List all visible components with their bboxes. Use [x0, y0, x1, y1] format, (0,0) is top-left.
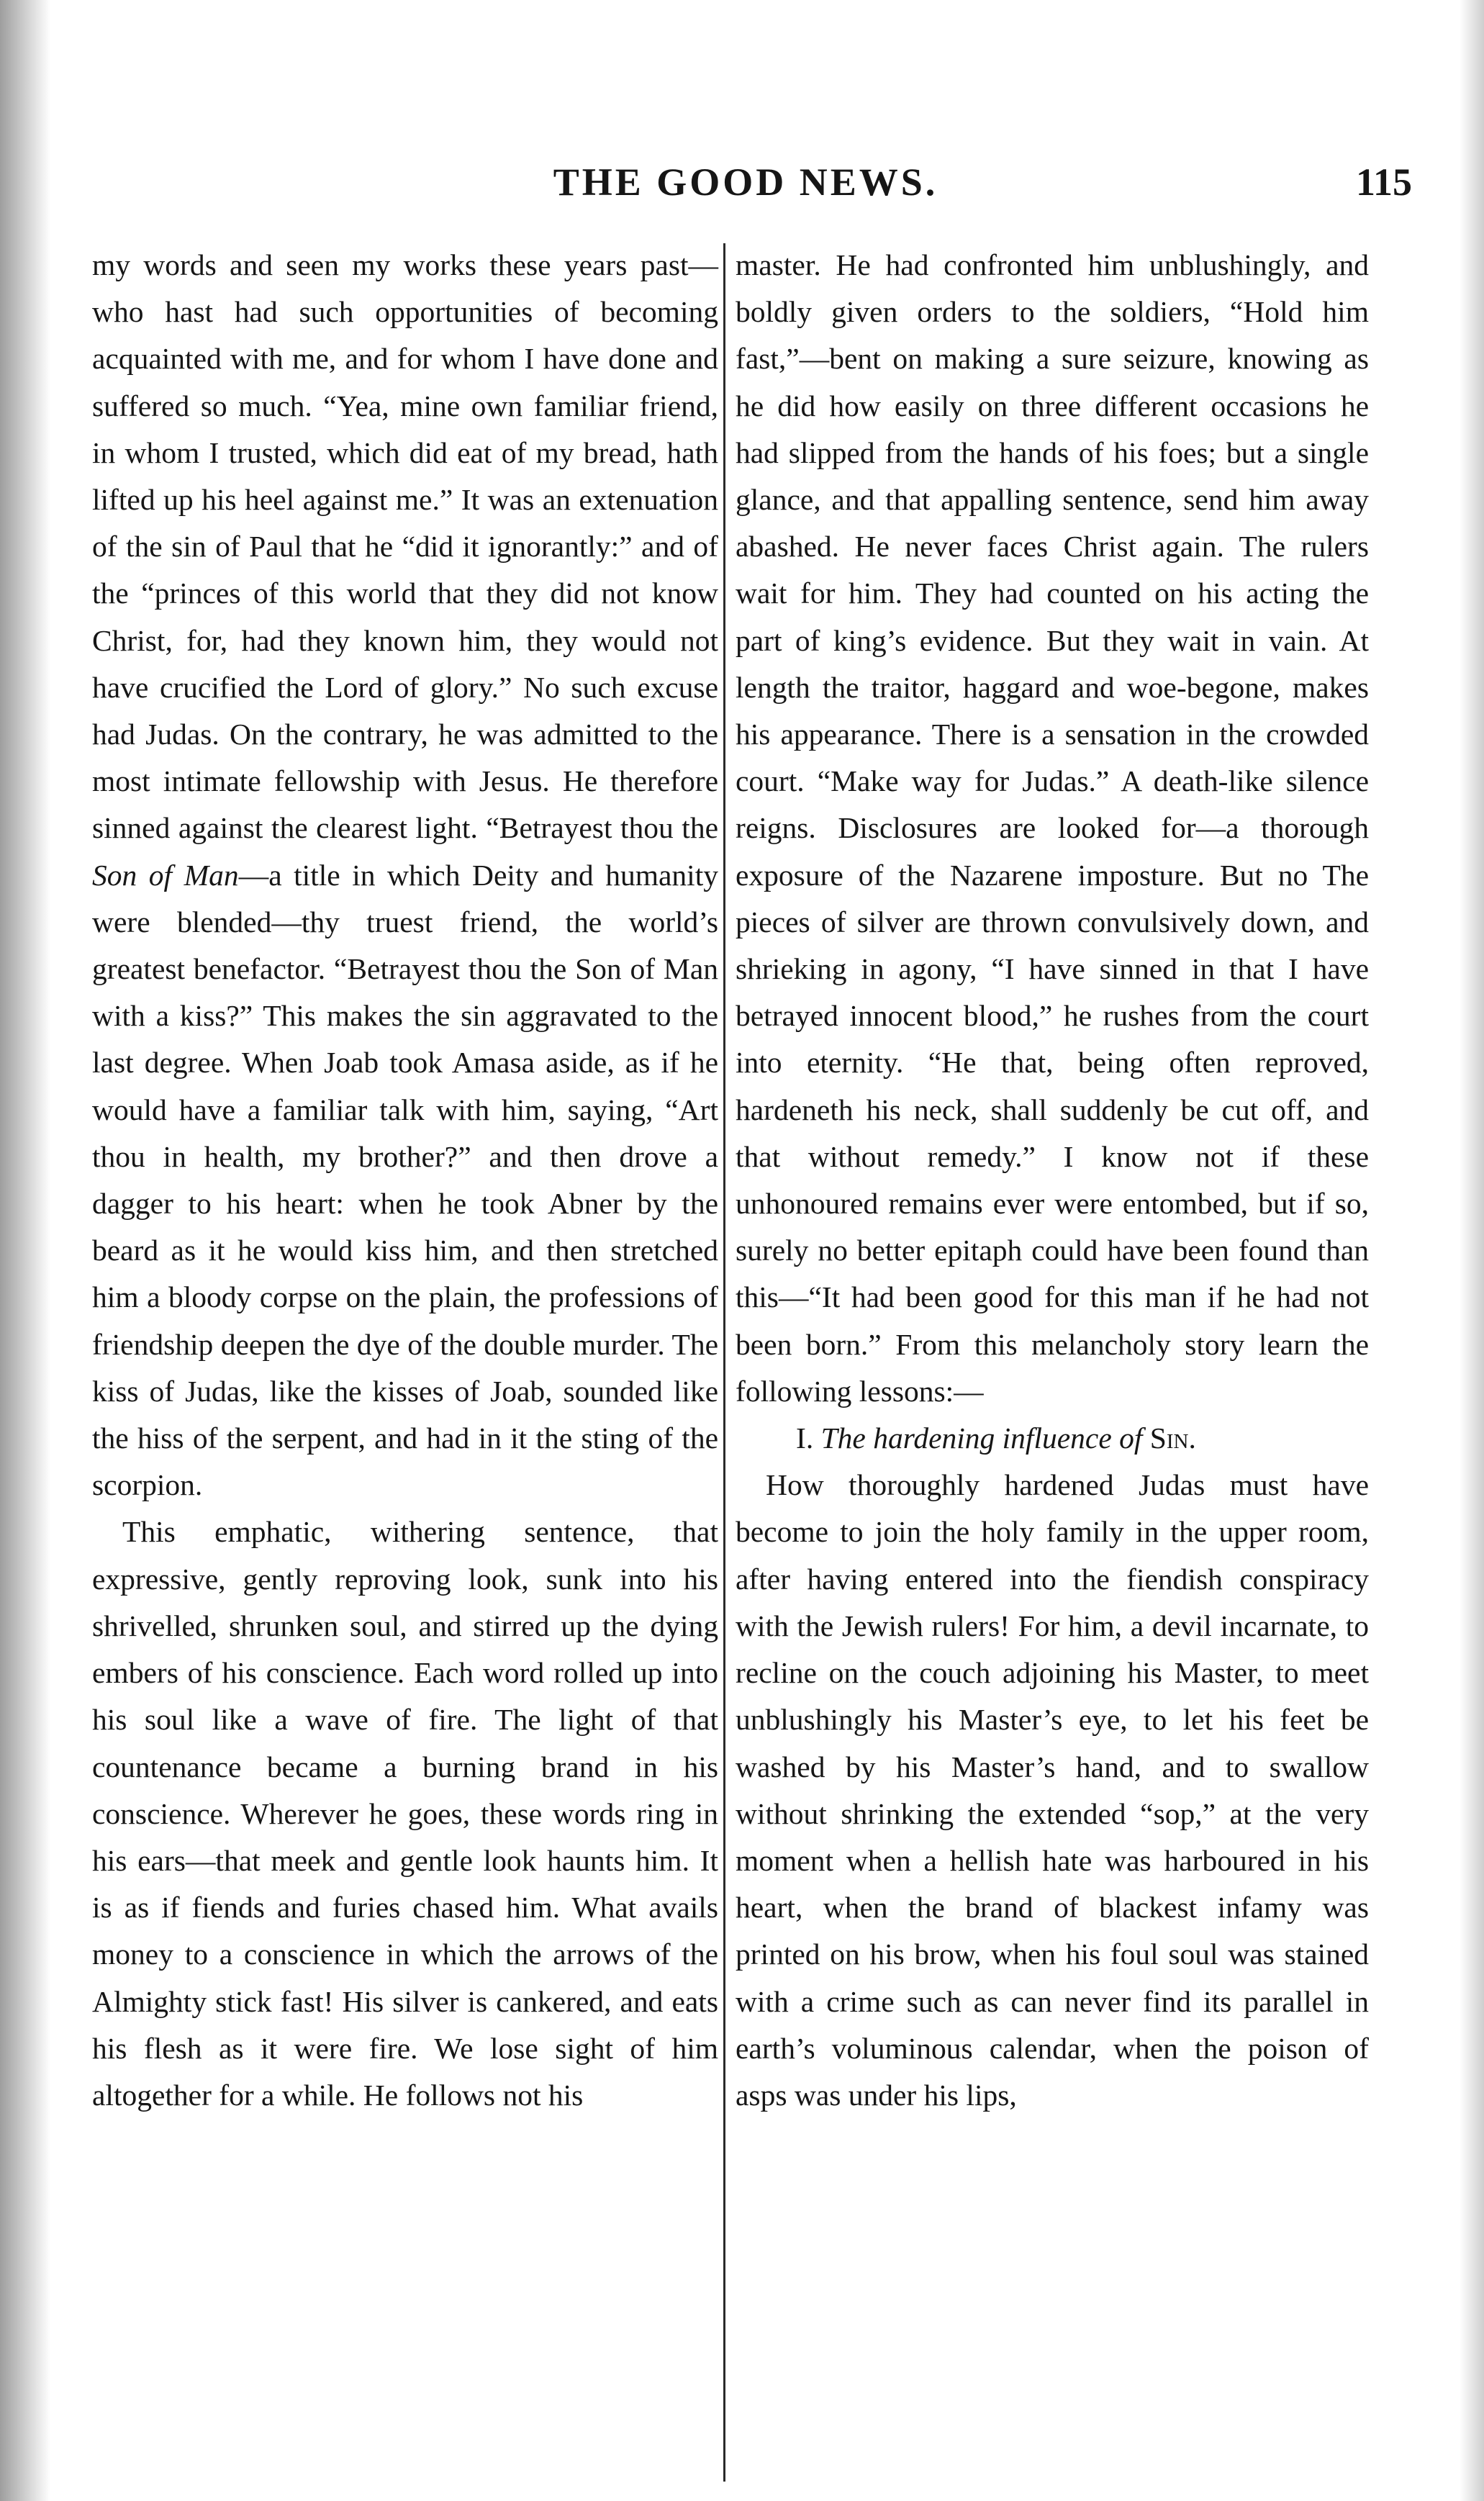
page-header	[50, 160, 1441, 217]
scan-edge-shadow-left	[0, 0, 50, 2501]
page-number: 115	[1355, 160, 1412, 204]
scan-edge-shadow-right	[1460, 0, 1484, 2501]
left-paragraph-1	[92, 242, 718, 1509]
left-column	[92, 242, 718, 2459]
left-paragraph-1-text: my words and seen my works these years past—who hast had such opportunities of becoming acquainted with me, and for whom I have done and suffered so much. “Yea, mine own familiar friend, in whom I trusted, which did eat of my bread, hath lifted up his heel against me.” It was an extenuation of the sin of Paul that he “did it ignorantly:” and of the “princes of this world that they did not know Christ, for, had they known him, they would not have crucified the Lord of glory.” No such excuse had Judas. On the contrary, he was admitted to the most intimate fellowship with Jesus. He therefore sinned against the clearest light. “Betrayest thou the	[92, 248, 718, 845]
right-column	[736, 242, 1369, 2459]
right-paragraph-1: master. He had confronted him unblushingly, and boldly given orders to the soldiers, “Hold him fast,”—bent on making a sure seizure, knowing as he did how easily on three different occasions he had slipped from the hands of his foes; but a single glance, and that appalling sentence, send him away abashed. He never faces Christ again. The rulers wait for him. They had counted on his acting the part of king’s evidence. But they wait in vain. At length the traitor, haggard and woe-begone, makes his appearance. There is a sensation in the crowded court. “Make way for Judas.” A death-like silence reigns. Disclosures are looked for—a thorough exposure of the Nazarene imposture. But no The pieces of silver are thrown convulsively down, and shrieking in agony, “I have sinned in that I have betrayed innocent blood,” he rushes from the court into eternity. “He that, being often reproved, hardeneth his neck, shall suddenly be cut off, and that without remedy.” I know not if these unhonoured remains ever were entombed, but if so, surely no better epitaph could have been found than this—“It had been good for this man if he had not been born.” From this melancholy story learn the following lessons:—	[736, 248, 1369, 1408]
right-paragraph-2: How thoroughly hardened Judas must have become to join the holy family in the upper room, after having entered into the fiendish conspiracy with the Jewish rulers! For him, a devil incarnate, to recline on the couch adjoining his Master, to meet unblushingly his Master’s eye, to let his feet be washed by his Master’s hand, and to swallow without shrinking the extended “sop,” at the very moment when a hellish hate was harboured in his heart, when the brand of blackest infamy was printed on his brow, when his foul soul was stained with a crime such as can never find its parallel in earth’s voluminous calendar, when the poison of asps was under his lips,	[736, 1468, 1369, 2112]
section-title-caps: Sin.	[1149, 1421, 1196, 1455]
section-title-italic: The hardening influence of	[820, 1421, 1150, 1455]
column-divider	[723, 243, 725, 2482]
left-paragraph-1-text-end: —a title in which Deity and humanity were blended—thy truest friend, the world’s greatest benefactor. “Betrayest thou the Son of Man with a kiss?” This makes the sin aggravated to the last degree. When Joab took Amasa aside, as if he would have a familiar talk with him, saying, “Art thou in health, my brother?” and then drove a dagger to his heart: when he took Abner by the beard as it he would kiss him, and then stretched him a bloody corpse on the plain, the professions of friendship deepen the dye of the double murder. The kiss of Judas, like the kisses of Joab, sounded like the hiss of the serpent, and had in it the sting of the scorpion.	[92, 858, 718, 1502]
left-paragraph-1-italic: Son of Man	[92, 858, 239, 892]
left-paragraph-2: This emphatic, withering sentence, that expressive, gently reproving look, sunk into his shrivelled, shrunken soul, and stirred up the dying embers of his conscience. Each word rolled up into his soul like a wave of fire. The light of that countenance became a burning brand in his conscience. Wherever he goes, these words ring in his ears—that meek and gentle look haunts him. It is as if fiends and furies chased him. What avails money to a conscience in which the arrows of the Almighty stick fast! His silver is cankered, and eats his flesh as it were fire. We lose sight of him altogether for a while. He follows not his	[92, 1515, 718, 2112]
section-heading	[736, 1415, 1369, 1462]
running-title: THE GOOD NEWS.	[553, 160, 938, 204]
section-number: I.	[796, 1421, 821, 1455]
